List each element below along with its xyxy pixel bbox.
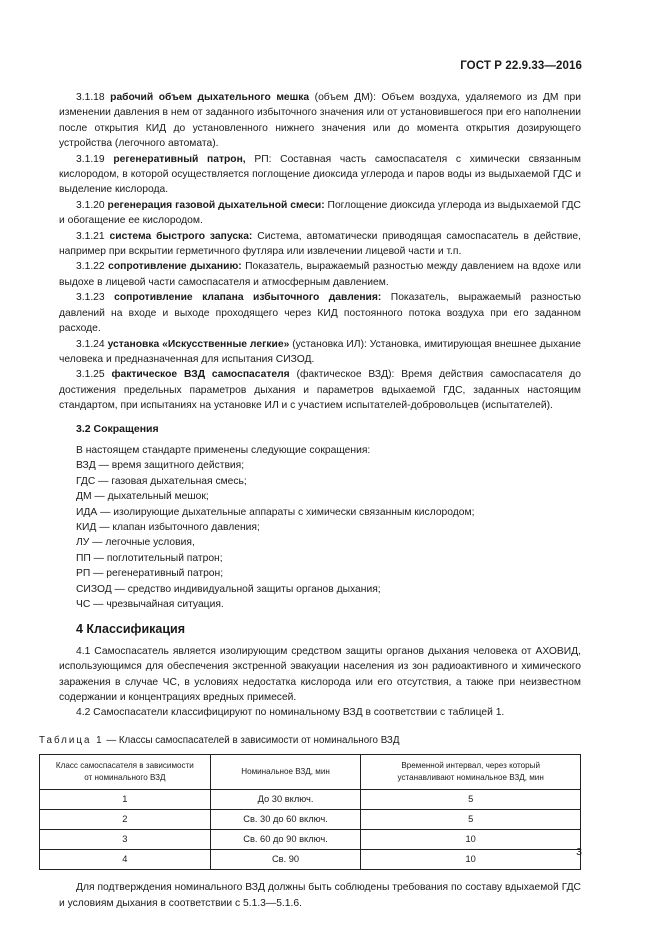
definition-number: 3.1.24 (76, 338, 105, 350)
definition-paragraph (59, 90, 581, 152)
abbreviation-item: ДМ — дыхательный мешок; (76, 491, 209, 503)
table-header-row (40, 755, 581, 790)
table-cell: 2 (40, 810, 211, 830)
definition-number: 3.1.22 (76, 261, 105, 273)
definition-term: установка «Искусственные легкие» (107, 338, 290, 350)
table-caption-label: Таблица 1 (39, 734, 104, 746)
definition-text: Система, автоматически приводящая самоспасатель в действие, например при вскрытии герметичного футляра или извлечении лицевой части и т.п. (59, 230, 581, 258)
table-cell: До 30 включ. (210, 790, 361, 810)
definition-text: Показатель, выражаемый разностью между давлением на вдохе или выдохе в лицевой части самоспасателя и атмосферным давлением. (59, 261, 581, 288)
abbreviations-intro: В настоящем стандарте применены следующие сокращения: (76, 444, 371, 456)
paragraph-after-table: Для подтверждения номинального ВЗД должны быть соблюдены требования по составу вдыхаемой ГДС и условиям дыхания в соответствии с 5.1.3—5.1.6. (59, 882, 581, 909)
page-number: 3 (576, 846, 582, 858)
table-cell: 10 (361, 830, 581, 850)
abbreviation-item: ЧС — чрезвычайная ситуация. (76, 599, 224, 610)
page-content (39, 90, 582, 911)
definition-text: (установка ИЛ): Установка, имитирующая внешнее дыхание человека и предназначенная для испытания СИЗОД. (59, 338, 581, 365)
table-row (40, 790, 581, 810)
section-4-heading: 4 Классификация (76, 622, 186, 637)
table-cell: Св. 90 (210, 850, 361, 870)
definition-text: Показатель, выражаемый разностью давлений на входе и выходе проходящего через КИД постоянного потока воздуха при его заданном расходе. (59, 292, 581, 335)
table-body (40, 790, 581, 870)
definition-paragraph (59, 290, 581, 336)
table-header-class: Класс самоспасателя в зависимости от номинального ВЗД (40, 755, 211, 790)
definition-number: 3.1.21 (76, 230, 105, 242)
table-caption-text: — Классы самоспасателей в зависимости от номинального ВЗД (103, 734, 400, 746)
table-cell: Св. 60 до 90 включ. (210, 830, 361, 850)
definition-term: фактическое ВЗД самоспасателя (111, 369, 290, 381)
table-header-interval: Временной интервал, через который устанавливают номинальное ВЗД, мин (361, 755, 581, 790)
table-row (40, 810, 581, 830)
abbreviation-item: ПП — поглотительный патрон; (76, 552, 223, 564)
abbreviation-item: ИДА — изолирующие дыхательные аппараты с химически связанным кислородом; (76, 506, 475, 518)
abbreviation-item: ЛУ — легочные условия, (76, 537, 195, 549)
abbreviation-item: КИД — клапан избыточного давления; (76, 521, 260, 533)
doc-code-header: ГОСТ Р 22.9.33—2016 (460, 60, 582, 72)
definition-paragraph (59, 367, 581, 413)
definition-number: 3.1.23 (76, 292, 105, 304)
table-cell: 3 (40, 830, 211, 850)
abbreviation-item: РП — регенеративный патрон; (76, 568, 224, 580)
definition-number: 3.1.18 (76, 92, 105, 103)
abbreviation-item: ВЗД — время защитного действия; (76, 460, 245, 472)
definition-number: 3.1.19 (76, 153, 105, 165)
definition-number: 3.1.20 (76, 199, 105, 211)
definition-term: сопротивление клапана избыточного давления: (114, 292, 382, 304)
classes-table (39, 754, 581, 870)
table-cell: 5 (361, 790, 581, 810)
definition-paragraph (59, 229, 581, 260)
definition-paragraph (59, 337, 581, 368)
definition-paragraph (59, 259, 581, 290)
table-cell: 5 (361, 810, 581, 830)
table-caption (39, 733, 581, 748)
definition-term: регенерация газовой дыхательной смеси: (107, 199, 325, 211)
definition-paragraph (59, 152, 581, 198)
definition-text: Поглощение диоксида углерода из выдыхаемой ГДС и обогащение ее кислородом. (59, 199, 581, 227)
definitions-list (59, 90, 581, 414)
table-row (40, 830, 581, 850)
definition-text: (фактическое ВЗД): Время действия самоспасателя до достижения предельных параметров дыхания и параметров вдыхаемой ГДС, заданных настоящим стандартом, при испытаниях на установке ИЛ и с участием испытателей-добровольцев (испытателей). (59, 369, 582, 412)
definition-number: 3.1.25 (76, 369, 105, 381)
definition-text: РП: Составная часть самоспасателя с химически связанным кислородом, в которой осуществляется поглощение диоксида углерода и паров воды из выдыхаемой ГДС и выделение кислорода. (59, 153, 581, 196)
definition-text: (объем ДМ): Объем воздуха, удаляемого из ДМ при изменении давления в нем от заданного избыточного значения или от установившегося при его наполнении после открытия КИД до установленного нижнего значения или до момента открытия дозирующего устройства (легочного автомата). (59, 92, 582, 150)
definition-term: сопротивление дыханию: (108, 261, 242, 273)
table-header-nominal: Номинальное ВЗД, мин (210, 755, 361, 790)
table-cell: Св. 30 до 60 включ. (210, 810, 361, 830)
abbreviation-item: ГДС — газовая дыхательная смесь; (76, 475, 247, 487)
abbreviations-list (59, 458, 581, 612)
definition-paragraph (59, 198, 581, 229)
definition-term: регенеративный патрон, (113, 153, 246, 165)
table-cell: 4 (40, 850, 211, 870)
paragraph-4-1: 4.1 Самоспасатель является изолирующим средством защиты органов дыхания человека от АХОВИД, использующимся для обеспечения экстренной эвакуации населения из зон радиоактивного и химического заражения в случае ЧС, в условиях недостатка кислорода или его отсутствия, а также при неизвестном содержании и концентрациях вредных примесей. (59, 645, 581, 704)
paragraph-4-2: 4.2 Самоспасатели классифицируют по номинальному ВЗД в соответствии с таблицей 1. (76, 707, 505, 719)
definition-term: рабочий объем дыхательного мешка (110, 92, 310, 103)
table-cell: 1 (40, 790, 211, 810)
definition-term: система быстрого запуска: (109, 230, 253, 242)
abbreviation-item: СИЗОД — средство индивидуальной защиты органов дыхания; (76, 583, 381, 595)
table-cell: 10 (361, 850, 581, 870)
section-3-2-heading: 3.2 Сокращения (76, 422, 159, 435)
table-row (40, 850, 581, 870)
